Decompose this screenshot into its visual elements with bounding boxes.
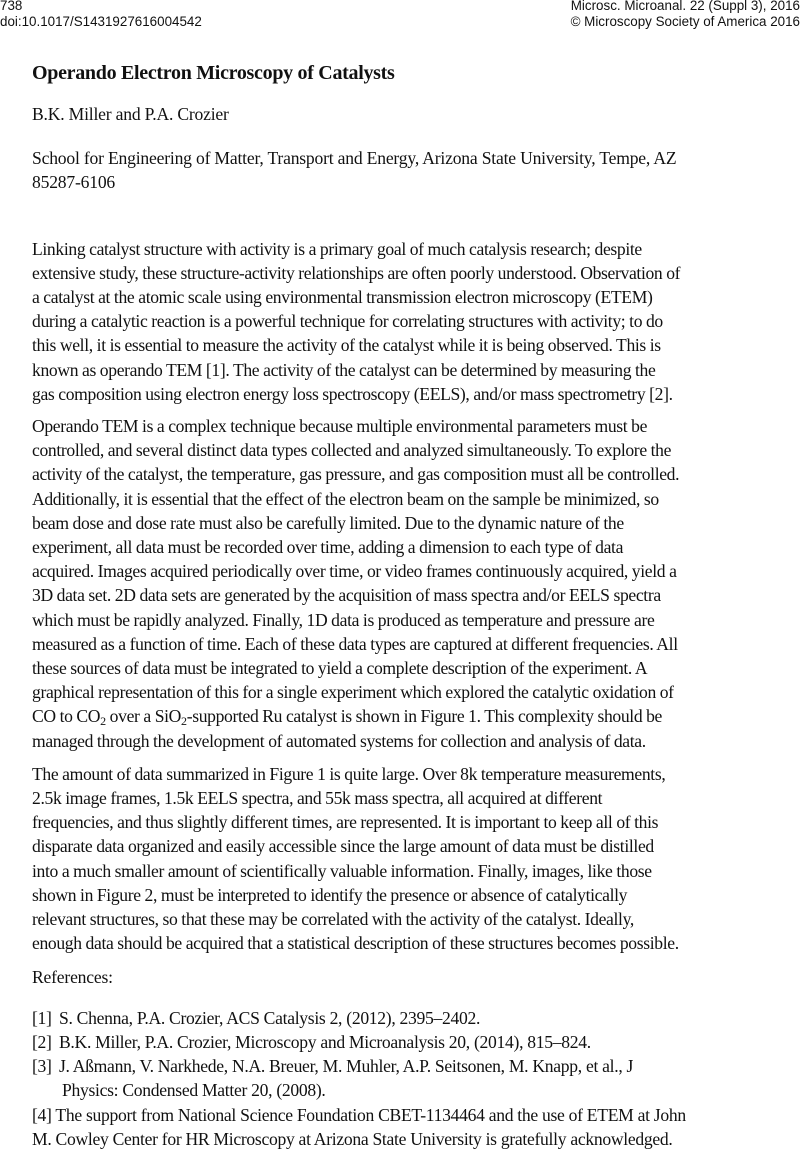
reference-number: [4]	[32, 1104, 52, 1125]
text-line: Linking catalyst structure with activity is a primary goal of much catalysis research; despite	[32, 238, 642, 259]
reference-text: B.K. Miller, P.A. Crozier, Microscopy and Microanalysis 20, (2014), 815–824.	[59, 1031, 591, 1052]
text-line: The amount of data summarized in Figure 1 is quite large. Over 8k temperature measurements,	[32, 763, 666, 784]
text-line: gas composition using electron energy loss spectroscopy (EELS), and/or mass spectrometry [2].	[32, 383, 673, 404]
doi: doi:10.1017/S1431927616004542	[0, 14, 202, 29]
journal-citation: Microsc. Microanal. 22 (Suppl 3), 2016	[570, 0, 800, 13]
text-line: acquired. Images acquired periodically over time, or video frames continuously acquired, yield a	[32, 561, 677, 582]
text-line: controlled, and several distinct data types collected and analyzed simultaneously. To explore the	[32, 440, 672, 461]
reference-text: J. Aßmann, V. Narkhede, N.A. Breuer, M. Muhler, A.P. Seitsonen, M. Knapp, et al., J	[59, 1056, 634, 1077]
text-line: frequencies, and thus slightly different times, are represented. It is important to keep all of this	[32, 812, 659, 833]
text-line: beam dose and dose rate must also be carefully limited. Due to the dynamic nature of the	[32, 512, 624, 533]
header-left	[0, 0, 202, 30]
reference-text: S. Chenna, P.A. Crozier, ACS Catalysis 2, (2012), 2395–2402.	[59, 1007, 481, 1028]
text-line: 3D data set. 2D data sets are generated by the acquisition of mass spectra and/or EELS spectra	[32, 585, 661, 606]
page-number: 738	[0, 0, 23, 13]
subscript: 2	[181, 714, 187, 729]
text-line: into a much smaller amount of scientifically valuable information. Finally, images, like those	[32, 860, 652, 881]
text-line: this well, it is essential to measure the activity of the catalyst while it is being observed. This is	[32, 335, 661, 356]
affiliation-line: 85287-6106	[32, 172, 116, 193]
text-line: enough data should be acquired that a statistical description of these structures becomes possible.	[32, 933, 679, 954]
text-line: during a catalytic reaction is a powerful technique for correlating structures with activity; to do	[32, 311, 663, 332]
text-line-co2: CO to $CO_2$ over a SiO$_2$-supported Ru catalyst is shown in Figure 1. This complexity should be	[32, 706, 663, 729]
text-line: a catalyst at the atomic scale using environmental transmission electron microscopy (ETEM)	[32, 287, 653, 308]
references-heading: References:	[32, 966, 113, 987]
text-line: shown in Figure 2, must be interpreted to identify the presence or absence of catalytically	[32, 884, 628, 905]
article-title: Operando Electron Microscopy of Catalysts	[32, 62, 395, 84]
text-line: Operando TEM is a complex technique because multiple environmental parameters must be	[32, 416, 648, 437]
reference-continuation: Physics: Condensed Matter 20, (2008).	[62, 1080, 326, 1101]
text-line: disparate data organized and easily accessible since the large amount of data must be distilled	[32, 836, 654, 857]
text-line: relevant structures, so that these may be correlated with the activity of the catalyst. Ideally,	[32, 909, 634, 930]
text-line: measured as a function of time. Each of these data types are captured at different frequencies. All	[32, 633, 678, 654]
reference-continuation: M. Cowley Center for HR Microscopy at Arizona State University is gratefully acknowledged.	[32, 1128, 673, 1149]
text-line: Additionally, it is essential that the effect of the electron beam on the sample be minimized, so	[32, 488, 659, 509]
text-line: 2.5k image frames, 1.5k EELS spectra, and 55k mass spectra, all acquired at different	[32, 788, 603, 809]
reference-item	[32, 1103, 772, 1151]
subscript: 2	[100, 714, 106, 729]
text-line: these sources of data must be integrated to yield a complete description of the experiment. A	[32, 658, 648, 679]
authors: B.K. Miller and P.A. Crozier	[32, 104, 229, 124]
text-line: extensive study, these structure-activity relationships are often poorly understood. Observation of	[32, 262, 681, 283]
copyright: © Microscopy Society of America 2016	[570, 14, 800, 29]
paragraph-1	[32, 237, 772, 406]
text-line: graphical representation of this for a single experiment which explored the catalytic oxidation of	[32, 682, 674, 703]
reference-item	[32, 1006, 772, 1030]
header-right	[571, 0, 800, 30]
text-line: managed through the development of automated systems for collection and analysis of data.	[32, 730, 646, 751]
reference-item	[32, 1030, 772, 1054]
reference-number: [2]	[32, 1031, 52, 1052]
paragraph-3	[32, 762, 772, 956]
text-line: experiment, all data must be recorded over time, adding a dimension to each type of data	[32, 537, 624, 558]
reference-item	[32, 1054, 772, 1102]
references-list	[32, 1006, 772, 1151]
reference-number: [1]	[32, 1007, 52, 1028]
text-line: activity of the catalyst, the temperature, gas pressure, and gas composition must all be controlled.	[32, 464, 680, 485]
affiliation-line: School for Engineering of Matter, Transport and Energy, Arizona State University, Tempe, AZ	[32, 148, 677, 169]
text-line: which must be rapidly analyzed. Finally, 1D data is produced as temperature and pressure are	[32, 609, 655, 630]
article-body	[32, 60, 772, 1151]
paragraph-2	[32, 414, 772, 753]
text-line: known as operando TEM [1]. The activity of the catalyst can be determined by measuring the	[32, 359, 656, 380]
affiliation	[32, 146, 772, 194]
reference-text: The support from National Science Foundation CBET-1134464 and the use of ETEM at John	[55, 1104, 686, 1125]
reference-number: [3]	[32, 1056, 52, 1077]
